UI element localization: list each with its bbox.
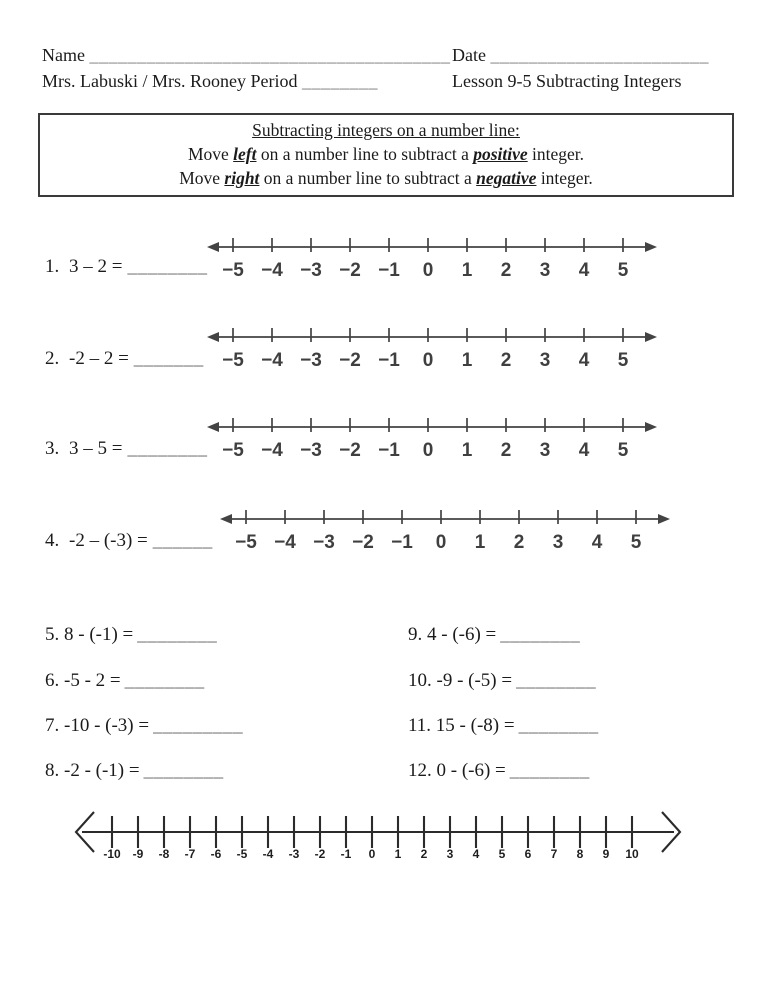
svg-text:8: 8	[576, 847, 584, 861]
svg-text:5: 5	[617, 440, 629, 461]
problem-10-text: 10. -9 - (-5) =	[408, 670, 513, 691]
instr2-mid: on a number line to subtract a	[259, 168, 477, 188]
instruction-line-negative	[40, 166, 732, 190]
problem-12	[408, 760, 590, 782]
svg-text:2: 2	[500, 260, 512, 281]
svg-text:1: 1	[461, 350, 473, 371]
svg-text:−3: −3	[300, 260, 322, 281]
name-label: Name	[42, 45, 85, 65]
svg-text:−5: −5	[235, 532, 257, 553]
period-blank: ________	[302, 71, 378, 91]
problem-8	[45, 760, 224, 782]
svg-text:-1: -1	[340, 847, 352, 861]
svg-text:4: 4	[578, 260, 590, 281]
svg-text:5: 5	[630, 532, 642, 553]
svg-text:−1: −1	[378, 260, 400, 281]
problem-1-expression: 3 – 2 =	[69, 256, 123, 277]
svg-text:4: 4	[578, 440, 590, 461]
instr1-mid: on a number line to subtract a	[256, 144, 474, 164]
problem-12-blank: ________	[509, 760, 590, 781]
problem-6-text: 6. -5 - 2 =	[45, 670, 121, 691]
problem-8-text: 8. -2 - (-1) =	[45, 760, 140, 781]
svg-text:−2: −2	[339, 350, 361, 371]
svg-text:5: 5	[617, 350, 629, 371]
svg-text:−5: −5	[222, 350, 244, 371]
problem-1	[45, 256, 207, 278]
svg-text:2: 2	[420, 847, 428, 861]
svg-text:1: 1	[474, 532, 486, 553]
instr2-pre: Move	[179, 168, 225, 188]
numberline-3	[205, 410, 659, 462]
svg-text:−1: −1	[378, 440, 400, 461]
svg-text:4: 4	[472, 847, 480, 861]
svg-text:−5: −5	[222, 440, 244, 461]
problem-5-text: 5. 8 - (-1) =	[45, 624, 134, 645]
svg-text:0: 0	[368, 847, 376, 861]
svg-text:1: 1	[394, 847, 402, 861]
svg-text:3: 3	[539, 440, 551, 461]
name-blank: ______________________________________	[89, 45, 451, 65]
svg-text:0: 0	[422, 440, 434, 461]
problem-6-blank: ________	[124, 670, 205, 691]
svg-text:3: 3	[539, 350, 551, 371]
svg-text:−5: −5	[222, 260, 244, 281]
problem-2-blank: _______	[133, 348, 204, 369]
numberline-1	[205, 230, 659, 282]
svg-text:2: 2	[500, 350, 512, 371]
problem-7-text: 7. -10 - (-3) =	[45, 715, 150, 736]
problem-4-number: 4.	[45, 530, 60, 551]
svg-text:−4: −4	[274, 532, 296, 553]
problem-3-blank: ________	[127, 438, 208, 459]
svg-text:−1: −1	[378, 350, 400, 371]
problem-2-expression: -2 – 2 =	[69, 348, 129, 369]
problem-11	[408, 715, 599, 737]
svg-text:−4: −4	[261, 260, 283, 281]
svg-text:3: 3	[552, 532, 564, 553]
problem-3	[45, 438, 207, 460]
svg-text:6: 6	[524, 847, 532, 861]
svg-text:−4: −4	[261, 440, 283, 461]
svg-text:3: 3	[446, 847, 454, 861]
svg-text:9: 9	[602, 847, 610, 861]
svg-text:4: 4	[591, 532, 603, 553]
name-line	[42, 45, 450, 66]
svg-text:−3: −3	[300, 350, 322, 371]
instr1-pre: Move	[187, 144, 234, 164]
svg-text:2: 2	[513, 532, 525, 553]
svg-text:10: 10	[625, 847, 639, 861]
problem-5-blank: ________	[137, 624, 218, 645]
svg-text:-5: -5	[236, 847, 248, 861]
problem-7-blank: _________	[153, 715, 244, 736]
svg-text:0: 0	[422, 350, 434, 371]
svg-text:0: 0	[422, 260, 434, 281]
numberline-2	[205, 320, 659, 372]
svg-text:5: 5	[617, 260, 629, 281]
problem-6	[45, 670, 205, 692]
svg-text:−2: −2	[339, 440, 361, 461]
svg-text:4: 4	[578, 350, 590, 371]
svg-text:1: 1	[461, 440, 473, 461]
problem-12-text: 12. 0 - (-6) =	[408, 760, 506, 781]
problem-4-blank: ______	[152, 530, 213, 551]
instruction-line-positive	[40, 142, 732, 166]
instr2-negative: negative	[476, 168, 537, 188]
teacher-names: Mrs. Labuski / Mrs. Rooney Period	[42, 71, 298, 91]
svg-text:-3: -3	[288, 847, 300, 861]
svg-text:−4: −4	[261, 350, 283, 371]
svg-text:−3: −3	[313, 532, 335, 553]
numberline-4	[218, 502, 672, 554]
problem-10	[408, 670, 596, 692]
problem-4-expression: -2 – (-3) =	[69, 530, 148, 551]
svg-text:7: 7	[550, 847, 558, 861]
svg-text:−2: −2	[339, 260, 361, 281]
svg-text:1: 1	[461, 260, 473, 281]
problem-10-blank: ________	[516, 670, 597, 691]
problem-2-number: 2.	[45, 348, 60, 369]
problem-9	[408, 624, 580, 646]
problem-3-expression: 3 – 5 =	[69, 438, 123, 459]
instr1-post: integer.	[527, 144, 585, 164]
problem-11-blank: ________	[518, 715, 599, 736]
problem-1-blank: ________	[127, 256, 208, 277]
problem-11-text: 11. 15 - (-8) =	[408, 715, 515, 736]
instr1-positive: positive	[473, 144, 528, 164]
teacher-line	[42, 71, 378, 92]
lesson-title: Lesson 9-5 Subtracting Integers	[452, 71, 682, 91]
svg-text:−2: −2	[352, 532, 374, 553]
instruction-title: Subtracting integers on a number line:	[252, 120, 520, 140]
svg-text:2: 2	[500, 440, 512, 461]
problem-9-text: 9. 4 - (-6) =	[408, 624, 497, 645]
date-line	[452, 45, 709, 66]
svg-text:-2: -2	[314, 847, 326, 861]
problem-1-number: 1.	[45, 256, 60, 277]
svg-text:-7: -7	[184, 847, 196, 861]
problem-2	[45, 348, 204, 370]
bottom-numberline	[68, 806, 688, 868]
svg-text:−1: −1	[391, 532, 413, 553]
svg-text:-6: -6	[210, 847, 222, 861]
problem-8-blank: ________	[143, 760, 224, 781]
svg-text:3: 3	[539, 260, 551, 281]
svg-text:-9: -9	[132, 847, 144, 861]
svg-text:0: 0	[435, 532, 447, 553]
svg-text:−3: −3	[300, 440, 322, 461]
instr1-left: left	[233, 144, 257, 164]
svg-text:-10: -10	[103, 847, 121, 861]
date-blank: _______________________	[490, 45, 709, 65]
instr2-post: integer.	[536, 168, 593, 188]
svg-text:5: 5	[498, 847, 506, 861]
problem-9-blank: ________	[500, 624, 581, 645]
date-label: Date	[452, 45, 486, 65]
instr2-right: right	[224, 168, 260, 188]
problem-4	[45, 530, 213, 552]
problem-3-number: 3.	[45, 438, 60, 459]
svg-text:-8: -8	[158, 847, 170, 861]
problem-7	[45, 715, 243, 737]
svg-text:-4: -4	[262, 847, 274, 861]
problem-5	[45, 624, 217, 646]
instruction-box	[38, 113, 734, 197]
